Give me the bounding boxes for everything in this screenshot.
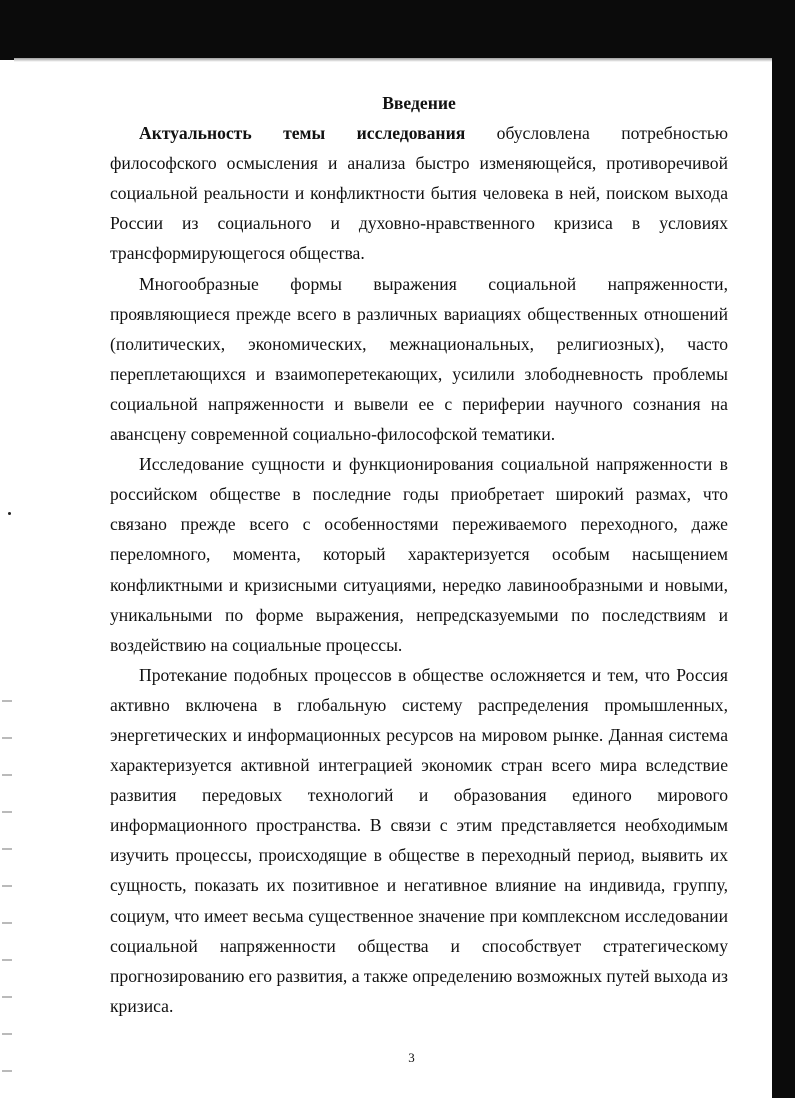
scan-border-top xyxy=(0,0,795,58)
paragraph-relevance xyxy=(110,118,728,268)
paragraph: Протекание подобных процессов в обществе осложняется и тем, что Россия активно включена в глобальную систему распределения промышленных, энергетических и информационных ресурсов на мировом рынке. Данная система характеризуется активной интеграцией экономик стран всего мира вследствие развития передовых технологий и образования единого мирового информационного пространства. В связи с этим представляется необходимым изучить процессы, происходящие в обществе в переходный период, выявить их сущность, показать их позитивное и негативное влияние на индивида, группу, социум, что имеет весьма существенное значение при комплексном исследовании социальной напряженности общества и способствует стратегическому прогнозированию его развития, а также определению возможных путей выхода из кризиса. xyxy=(110,664,728,1016)
document-body xyxy=(110,88,728,1021)
page-number: 3 xyxy=(408,1050,415,1065)
margin-noise xyxy=(2,700,12,1080)
page-title: Введение xyxy=(382,93,456,113)
scan-speck xyxy=(8,512,11,515)
scan-border-corner xyxy=(0,0,14,60)
scan-shadow xyxy=(14,52,772,62)
scan-border-right xyxy=(772,0,795,1098)
paragraph-lead: Актуальность темы исследования xyxy=(139,123,466,144)
paragraph-text: обусловлена потребностью философского осмысления и анализа быстро изменяющейся, противоречивой социальной реальности и конфликтности бытия человека в ней, поиском выхода России из социального и духовно-нравственного кризиса в условиях трансформирующегося общества. xyxy=(110,123,729,264)
paragraph: Исследование сущности и функционирования социальной напряженности в российском обществе в последние годы приобретает широкий размах, что связано прежде всего с особенностями переживаемого переходного, даже переломного, момента, который характеризуется особым насыщением конфликтными и кризисными ситуациями, нередко лавинообразными и новыми, уникальными по форме выражения, непредсказуемыми по последствиям и воздействию на социальные процессы. xyxy=(110,454,728,655)
paragraph: Многообразные формы выражения социальной напряженности, проявляющиеся прежде всего в различных вариациях общественных отношений (политических, экономических, межнациональных, религиозных), часто переплетающихся и взаимоперетекающих, усилили злободневность проблемы социальной напряженности и вывели ее с периферии научного сознания на авансцену современной социально-философской тематики. xyxy=(110,273,728,445)
